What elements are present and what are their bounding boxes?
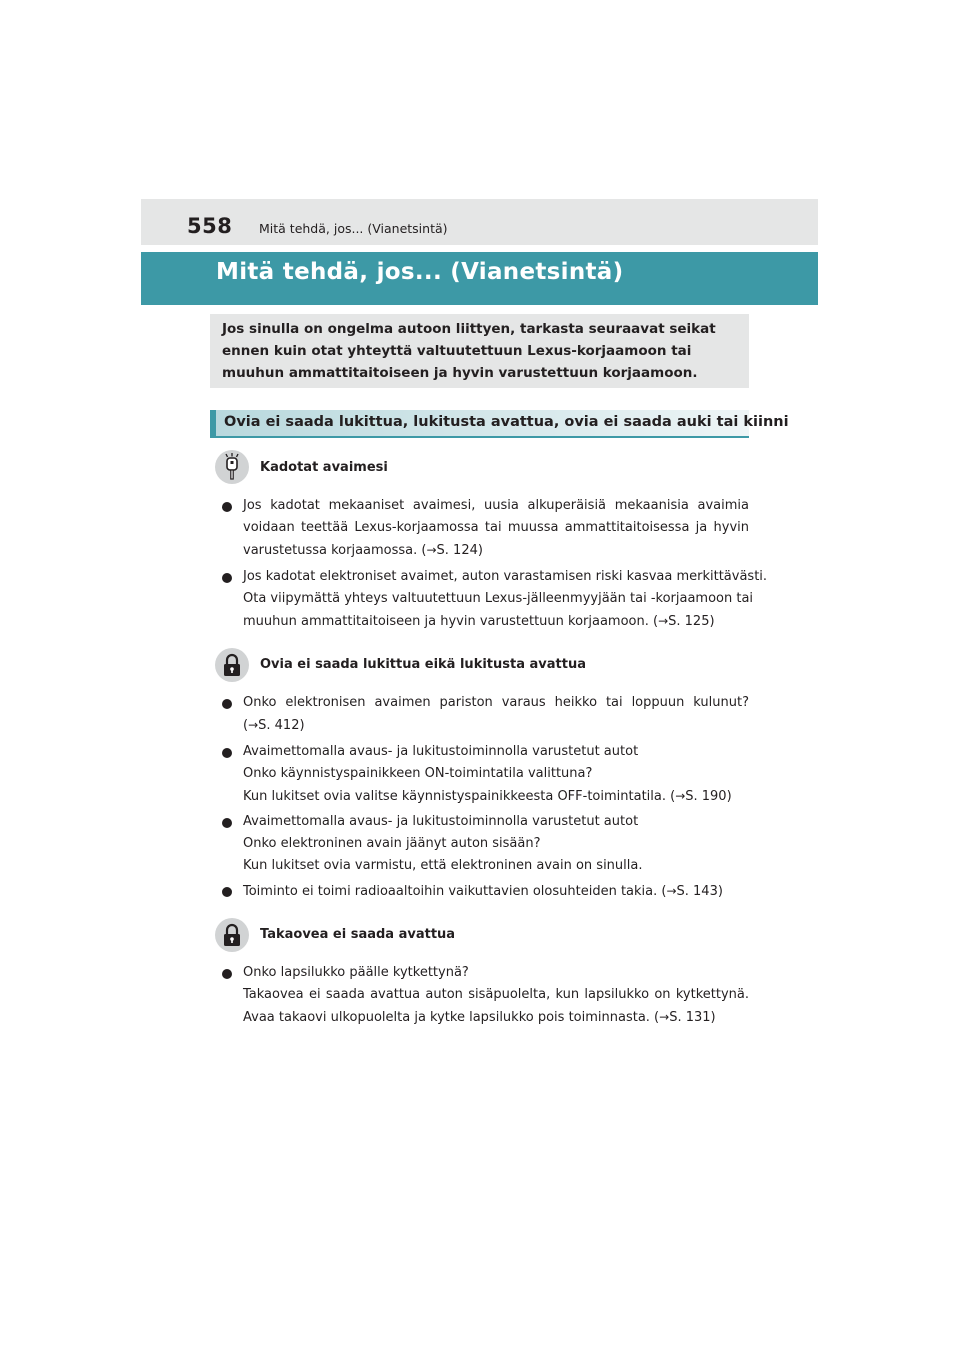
page-reference[interactable]: S. 412)	[258, 718, 305, 733]
bullet-dot	[222, 502, 232, 512]
bullet-line: Takaovea ei saada avattua auton sisäpuolelta, kun lapsilukko on kytkettynä.	[243, 987, 749, 1002]
list-item	[222, 962, 749, 1029]
subhead-back-door: Takaovea ei saada avattua	[260, 927, 456, 942]
bullet-dot	[222, 573, 232, 583]
bullet-line: Onko elektronisen avaimen pariston varaus heikko tai loppuun kulunut?	[243, 695, 749, 710]
page-reference[interactable]: S. 190)	[685, 789, 732, 804]
bullet-line: Kun lukitset ovia valitse käynnistyspainikkeesta OFF-toimintatila. (	[243, 789, 676, 804]
lock-icon	[215, 648, 249, 682]
key-icon	[215, 450, 249, 484]
bullet-ref-prefix: (	[243, 718, 249, 733]
list-item	[222, 495, 749, 562]
bullet-line: Avaimettomalla avaus- ja lukitustoiminnolla varustetut autot	[243, 814, 639, 829]
bullet-line: Ota viipymättä yhteys valtuutettuun Lexus-jälleenmyyjään tai -korjaamoon tai	[243, 591, 754, 606]
page-reference[interactable]: S. 131)	[669, 1010, 716, 1025]
section-accent	[210, 410, 216, 438]
header-band	[141, 199, 818, 245]
subhead-lost-keys: Kadotat avaimesi	[260, 460, 388, 475]
list-item	[222, 811, 749, 877]
list-item	[222, 741, 749, 808]
bullet-line: Toiminto ei toimi radioaaltoihin vaikuttavien olosuhteiden takia. (	[243, 884, 667, 899]
bullet-line: Avaa takaovi ulkopuolelta ja kytke lapsilukko pois toiminnasta. (	[243, 1010, 660, 1025]
bullet-line: Kun lukitset ovia varmistu, että elektroninen avain on sinulla.	[243, 858, 643, 873]
bullet-dot	[222, 969, 232, 979]
page-title: Mitä tehdä, jos... (Vianetsintä)	[216, 259, 624, 285]
list-item	[222, 566, 768, 633]
section-title: Ovia ei saada lukittua, lukitusta avattua, ovia ei saada auki tai kiinni	[224, 414, 789, 430]
arrow-icon: →	[666, 884, 677, 898]
arrow-icon: →	[658, 614, 669, 628]
page-reference[interactable]: S. 143)	[676, 884, 723, 899]
bullet-line: Onko elektroninen avain jäänyt auton sisään?	[243, 836, 541, 851]
running-head: Mitä tehdä, jos... (Vianetsintä)	[259, 221, 448, 236]
page-reference[interactable]: S. 125)	[668, 614, 715, 629]
bullet-dot	[222, 818, 232, 828]
list-item	[222, 692, 749, 737]
bullet-dot	[222, 748, 232, 758]
bullet-dot	[222, 699, 232, 709]
arrow-icon: →	[426, 543, 437, 557]
arrow-icon: →	[659, 1010, 670, 1024]
bullet-text: Jos kadotat mekaaniset avaimesi, uusia alkuperäisiä mekaanisia avaimia voidaan teettää Lexus-korjaamossa tai muussa ammattitaitoisessa ja hyvin varustetussa korjaamossa. (	[243, 498, 749, 558]
subhead-doors-not-locking: Ovia ei saada lukittua eikä lukitusta avattua	[260, 657, 586, 672]
page-number: 558	[187, 214, 233, 238]
bullet-line: Avaimettomalla avaus- ja lukitustoiminnolla varustetut autot	[243, 744, 639, 759]
bullet-line: Jos kadotat elektroniset avaimet, auton varastamisen riski kasvaa merkittävästi.	[243, 569, 768, 584]
bullet-line: Onko lapsilukko päälle kytkettynä?	[243, 965, 469, 980]
page-reference[interactable]: S. 124)	[436, 543, 483, 558]
lock-icon	[215, 918, 249, 952]
arrow-icon: →	[675, 789, 686, 803]
bullet-line: Onko käynnistyspainikkeen ON-toimintatila valittuna?	[243, 766, 593, 781]
arrow-icon: →	[248, 718, 259, 732]
list-item	[222, 880, 749, 903]
bullet-dot	[222, 887, 232, 897]
bullet-line: muuhun ammattitaitoiseen ja hyvin varustettuun korjaamoon. (	[243, 614, 659, 629]
intro-text: Jos sinulla on ongelma autoon liittyen, tarkasta seuraavat seikat ennen kuin otat yhteyttä valtuutettuun Lexus-korjaamoon tai muuhun ammattitaitoiseen ja hyvin varustettuun korjaamoon.	[222, 321, 716, 381]
